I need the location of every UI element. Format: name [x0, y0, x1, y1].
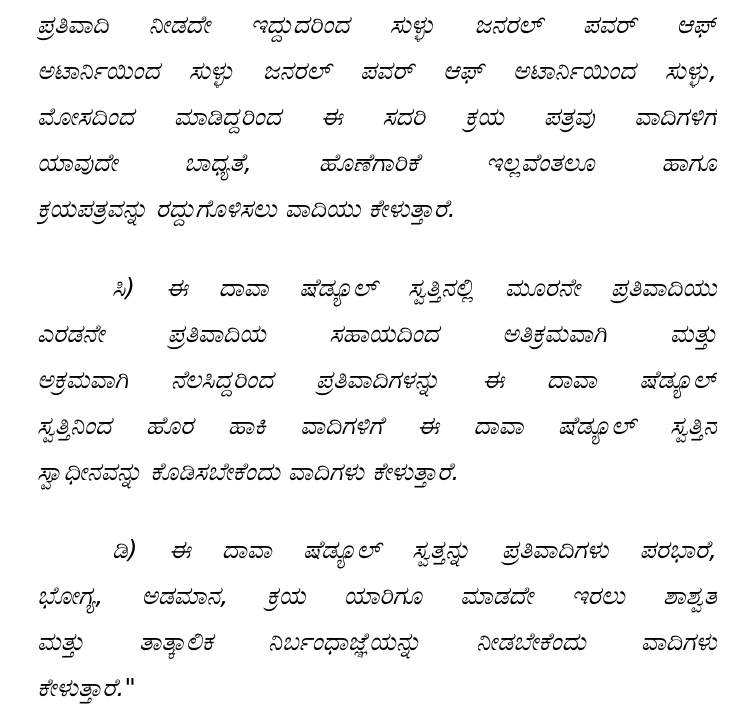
paragraph-1-line-2: ಅಟಾರ್ನಿಯಿಂದ ಸುಳ್ಳು ಜನರಲ್ ಪವರ್ ಆಫ್ ಅಟಾರ್ನಿಯಿಂದ ಸುಳ್ಳು,	[37, 56, 717, 85]
paragraph-d-line-2: ಭೋಗ್ಯ, ಅಡಮಾನ, ಕ್ರಯ ಯಾರಿಗೂ ಮಾಡದೇ ಇರಲು ಶಾಶ್ವತ	[37, 581, 717, 610]
paragraph-c	[37, 265, 717, 495]
paragraph-d-line-1: ಡಿ) ಈ ದಾವಾ ಷೆಡ್ಯೂಲ್ ಸ್ವತ್ತನ್ನು ಪ್ರತಿವಾದಿಗಳು ಪರಭಾರೆ,	[112, 535, 717, 564]
paragraph-1-line-3: ಮೋಸದಿಂದ ಮಾಡಿದ್ದರಿಂದ ಈ ಸದರಿ ಕ್ರಯ ಪತ್ರವು ವಾದಿಗಳಿಗೆ	[37, 102, 717, 131]
paragraph-c-line-1: ಸಿ) ಈ ದಾವಾ ಷೆಡ್ಯೂಲ್ ಸ್ವತ್ತಿನಲ್ಲಿ ಮೂರನೇ ಪ್ರತಿವಾದಿಯು	[112, 273, 717, 302]
paragraph-c-line-5: ಸ್ವಾಧೀನವನ್ನು ಕೊಡಿಸಬೇಕೆಂದು ವಾದಿಗಳು ಕೇಳುತ್ತಾರೆ.	[37, 457, 460, 486]
paragraph-d-line-3: ಮತ್ತು ತಾತ್ಕಾಲಿಕ ನಿರ್ಬಂಧಾಜ್ಞೆಯನ್ನು ನೀಡಬೇಕೆಂದು ವಾದಿಗಳು	[37, 627, 717, 656]
paragraph-c-line-4: ಸ್ವತ್ತಿನಿಂದ ಹೊರ ಹಾಕಿ ವಾದಿಗಳಿಗೆ ಈ ದಾವಾ ಷೆಡ್ಯೂಲ್ ಸ್ವತ್ತಿನ	[37, 411, 717, 440]
paragraph-d-line-4: ಕೇಳುತ್ತಾರೆ."	[37, 673, 136, 702]
paragraph-1-line-4: ಯಾವುದೇ ಬಾಧ್ಯತೆ, ಹೊಣೆಗಾರಿಕೆ ಇಲ್ಲವೆಂತಲೂ ಹಾಗೂ	[37, 148, 717, 177]
paragraph-1-line-1: ಪ್ರತಿವಾದಿ ನೀಡದೇ ಇದ್ದುದರಿಂದ ಸುಳ್ಳು ಜನರಲ್ ಪವರ್ ಆಫ್	[37, 10, 717, 39]
paragraph-c-line-2: ಎರಡನೇ ಪ್ರತಿವಾದಿಯ ಸಹಾಯದಿಂದ ಅತಿಕ್ರಮವಾಗಿ ಮತ್ತು	[37, 319, 717, 348]
paragraph-1	[37, 2, 717, 232]
paragraph-c-line-3: ಅಕ್ರಮವಾಗಿ ನೆಲಸಿದ್ದರಿಂದ ಪ್ರತಿವಾದಿಗಳನ್ನು ಈ ದಾವಾ ಷೆಡ್ಯೂಲ್	[37, 365, 717, 394]
paragraph-d	[37, 527, 717, 711]
paragraph-1-line-5: ಕ್ರಯಪತ್ರವನ್ನು ರದ್ದುಗೊಳಿಸಲು ವಾದಿಯು ಕೇಳುತ್ತಾರೆ.	[37, 194, 456, 223]
